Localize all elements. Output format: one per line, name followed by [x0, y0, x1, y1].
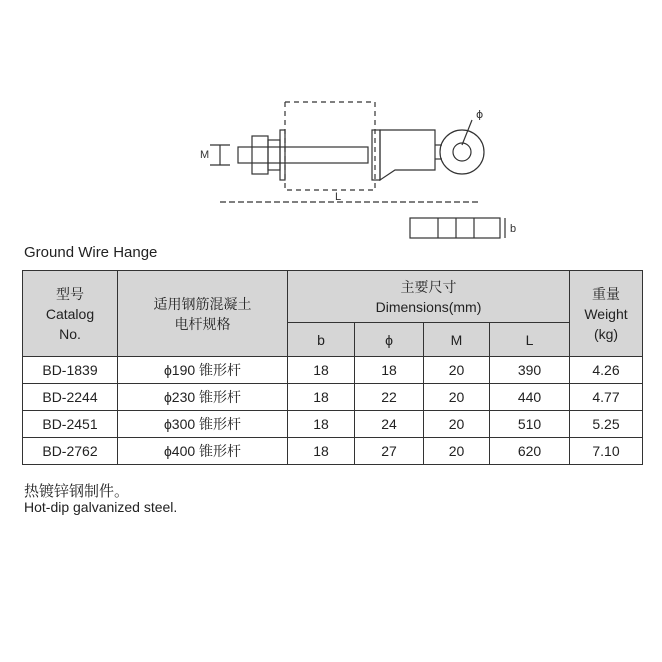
cell-l: 620	[490, 438, 570, 465]
header-l: L	[490, 323, 570, 357]
cell-m: 20	[424, 357, 490, 384]
cell-phi: 27	[355, 438, 424, 465]
header-model-cn: 型号	[56, 285, 84, 302]
dimension-label-m: M	[200, 149, 210, 161]
dimension-label-l: L	[335, 191, 342, 203]
cell-pole: ϕ230 锥形杆	[118, 384, 288, 411]
cell-pole: ϕ400 锥形杆	[118, 438, 288, 465]
cell-l: 440	[490, 384, 570, 411]
cell-m: 20	[424, 438, 490, 465]
header-m: M	[424, 323, 490, 357]
cell-weight: 5.25	[570, 411, 643, 438]
technical-drawing	[180, 90, 520, 250]
table-row	[23, 357, 643, 384]
table-row	[23, 438, 643, 465]
header-pole	[118, 271, 288, 357]
header-b: b	[288, 323, 355, 357]
header-weight-unit: (kg)	[593, 325, 619, 342]
dimension-label-b: b	[510, 223, 517, 235]
dimension-label-phi: ϕ	[476, 108, 484, 121]
cell-b: 18	[288, 411, 355, 438]
cell-b: 18	[288, 384, 355, 411]
table-row	[23, 411, 643, 438]
header-model-no: No.	[59, 325, 81, 342]
cell-pole: ϕ300 锥形杆	[118, 411, 288, 438]
header-pole-line2: 电杆规格	[174, 315, 231, 332]
cell-l: 510	[490, 411, 570, 438]
cell-m: 20	[424, 411, 490, 438]
cell-l: 390	[490, 357, 570, 384]
spec-table	[22, 270, 643, 465]
header-dimensions-cn: 主要尺寸	[400, 278, 457, 295]
cell-catalog: BD-2451	[23, 411, 118, 438]
header-weight	[570, 271, 643, 357]
header-pole-line1: 适用钢筋混凝土	[153, 295, 252, 312]
cell-b: 18	[288, 357, 355, 384]
header-weight-en: Weight	[584, 305, 628, 322]
cell-catalog: BD-1839	[23, 357, 118, 384]
cell-catalog: BD-2762	[23, 438, 118, 465]
cell-phi: 24	[355, 411, 424, 438]
cell-catalog: BD-2244	[23, 384, 118, 411]
cell-weight: 7.10	[570, 438, 643, 465]
cell-m: 20	[424, 384, 490, 411]
table-row	[23, 384, 643, 411]
header-model-en: Catalog	[45, 305, 95, 322]
note-chinese: 热镀锌钢制件。	[24, 482, 130, 500]
page-title: Ground Wire Hange	[24, 244, 158, 261]
cell-phi: 22	[355, 384, 424, 411]
cell-pole: ϕ190 锥形杆	[118, 357, 288, 384]
note-english: Hot-dip galvanized steel.	[24, 499, 178, 515]
header-model	[23, 271, 118, 357]
header-dimensions	[288, 271, 570, 323]
header-dimensions-en: Dimensions(mm)	[375, 298, 482, 315]
cell-b: 18	[288, 438, 355, 465]
cell-weight: 4.77	[570, 384, 643, 411]
cell-weight: 4.26	[570, 357, 643, 384]
header-weight-cn: 重量	[592, 285, 620, 302]
cell-phi: 18	[355, 357, 424, 384]
header-phi: ϕ	[355, 323, 424, 357]
